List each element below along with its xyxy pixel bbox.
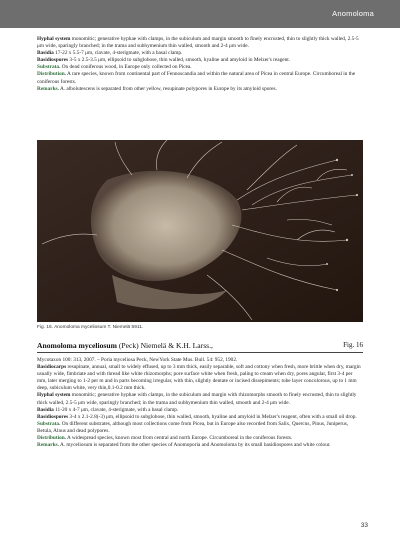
hyphal-system-paragraph: Hyphal system monomitic; generative hyphae with clamps, in the subiculum and margin smooth to finely encrusted, thin to slightly thick walled, 2.5-5 μm wide, sparingly branched; in the trama and subhymenium thin walled, smooth and 2-4 μm wide. <box>37 36 359 50</box>
figure-caption: Fig. 16. Anomoloma myceliosum T. Niemelä 5911. <box>37 325 144 330</box>
distribution-paragraph-2: Distribution. A widespread species, known most from central and north Europe. Circumboreal in the coniferous forests. <box>37 435 293 442</box>
substrata-paragraph-2: Substrata. On different substrates, although most collections come from Picea, but in Europe also recorded from Salix, Quercus, Pinus, Juniperus, Betula, Alnus and dead polypores. <box>37 420 349 434</box>
page-number: 33 <box>360 522 368 529</box>
basidiocarps-paragraph: Basidiocarps resupinate, annual, small to widely effused, up to 3 mm thick, easily separable, soft and cottony when fresh, more brittle when dry, margin usually wide, fimbriate and with thread like white rhizomorphs; pore surface white when fresh, paling to cream when dry, pores angular, first 3-4 per mm, later merging to 1-2 per m and in parts becoming irregular, with thin, slightly dentate or incised dissepiments; tube layer concolorous, up to 1 mm deep, subiculum white, very thin,0.1-0.2 mm thick. <box>37 364 361 392</box>
basidiospores-paragraph: Basidiospores 3-5 x 2.5-3.5 μm, ellipsoid to subglobose, thin walled, smooth, hyaline and amyloid in Melzer's reagent. <box>37 57 291 64</box>
substrata-paragraph: Substrata. On dead coniferous wood, in Europe only collected on Picea. <box>37 64 192 71</box>
species-title: Anomoloma myceliosum (Peck) Niemelä & K.H. Larss., <box>37 341 213 350</box>
figure-reference: Fig. 16 <box>343 341 363 349</box>
running-header-bar <box>0 0 400 28</box>
species-photo <box>37 140 363 322</box>
distribution-paragraph: Distribution. A rare species, known from continental part of Fennoscandia and within the natural area of Picea in central Europe. Circumboreal in the coniferous forests. <box>37 71 356 85</box>
remarks-paragraph: Remarks. A. albolutescens is separated from other yellow, resupinate polypores in Europe by its amyloid spores. <box>37 85 277 92</box>
hyphal-system-paragraph-2: Hyphal system monomitic; generative hyphae with clamps, in the subiculum and margin with rhizomorphs smooth to finely encrusted, thin to slightly thick walled, 2.5-5 μm wide, sparingly branched; in the trama and subhymenium thin walled, smooth and 2-4 μm wide. <box>37 392 357 406</box>
species-description <box>37 357 362 449</box>
basidia-paragraph-2: Basidia 11-20 x 4-7 μm, clavate, 4-sterigmate, with a basal clamp. <box>37 406 179 413</box>
basidiospores-paragraph-2: Basidiospores 3-4 x 2.1-2.8(-3) μm, ellipsoid to subglobose, thin walled, smooth, hyaline and amyloid in Melzer's reagent, often with a small oil drop. <box>37 413 357 420</box>
running-title: Anomoloma <box>332 9 374 18</box>
species-title-row <box>37 341 363 352</box>
top-description <box>37 36 362 93</box>
remarks-paragraph-2: Remarks. A. myceliosum is separated from the other species of Anomoporia and Anomoloma by its small basidiospores and white colour. <box>37 442 331 449</box>
mycotaxon-paragraph: Mycotaxon 100: 313, 2007. – Poria myceliosa Peck, NewYork State Mus. Bull. 54: 952, 1902. <box>37 357 238 363</box>
title-divider <box>37 352 363 353</box>
basidia-paragraph: Basidia 17-22 x 5.5-7 μm, clavate, 4-sterigmate, with a basal clamp. <box>37 50 183 57</box>
